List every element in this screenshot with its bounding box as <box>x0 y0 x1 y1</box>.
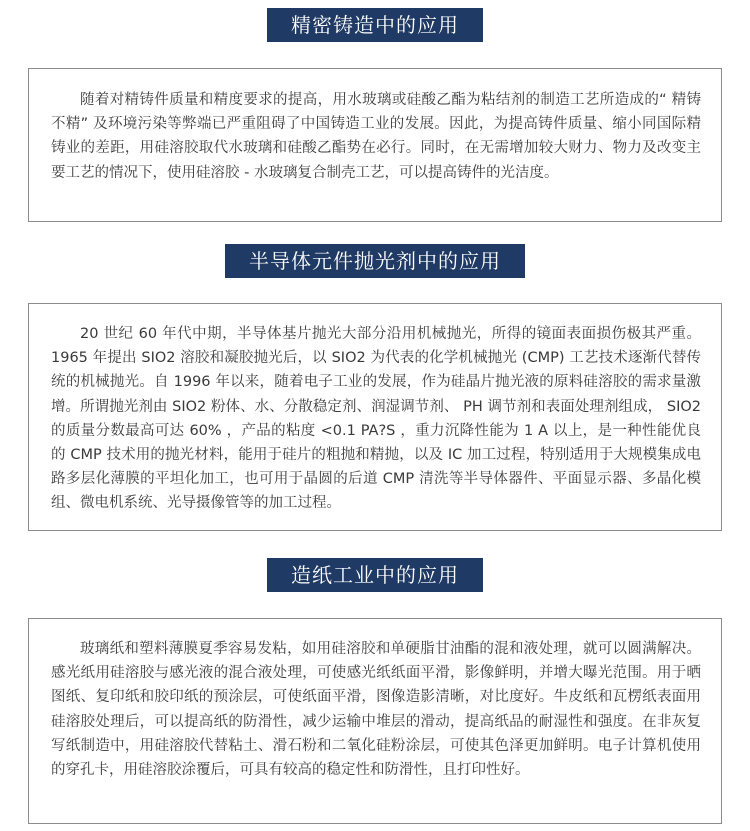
section-title-casting: 精密铸造中的应用 <box>267 8 483 42</box>
section-body-casting: 随着对精铸件质量和精度要求的提高，用水玻璃或硅酸乙酯为粘结剂的制造工艺所造成的“ 精铸不精” 及环境污染等弊端已严重阻碍了中国铸造工业的发展。因此，为提高铸件质量、缩小同国际精铸业的差距，用硅溶胶取代水玻璃和硅酸乙酯势在必行。同时，在无需增加较大财力、物力及改变主要工艺的情况下，使用硅溶胶 - 水玻璃复合制壳工艺，可以提高铸件的光洁度。 <box>51 92 701 181</box>
section-box-papermaking <box>28 618 722 824</box>
section-body-papermaking: 玻璃纸和塑料薄膜夏季容易发粘，如用硅溶胶和单硬脂甘油酯的混和液处理，就可以圆满解决。感光纸用硅溶胶与感光液的混合液处理，可使感光纸纸面平滑，影像鲜明，并增大曝光范围。用于晒图纸、复印纸和胶印纸的预涂层，可使纸面平滑，图像造影清晰，对比度好。牛皮纸和瓦楞纸表面用硅溶胶处理后，可以提高纸的防滑性，减少运输中堆层的滑动，提高纸品的耐湿性和强度。在非灰复写纸制造中，用硅溶胶代替粘土、滑石粉和二氧化硅粉涂层，可使其色泽更加鲜明。电子计算机使用的穿孔卡，用硅溶胶涂覆后，可具有较高的稳定性和防滑性，且打印性好。 <box>51 641 701 779</box>
section-box-semiconductor <box>28 303 722 531</box>
section-box-casting <box>28 68 722 222</box>
section-body-semiconductor: 20 世纪 60 年代中期，半导体基片抛光大部分沿用机械抛光，所得的镜面表面损伤极其严重。 1965 年提出 SIO2 溶胶和凝胶抛光后，以 SIO2 为代表的化学机械抛光 (CMP) 工艺技术逐渐代替传统的机械抛光。自 1996 年以来，随着电子工业的发展，作为硅晶片抛光液的原料硅溶胶的需求量激增。所谓抛光剂由 SIO2 粉体、水、分散稳定剂、润湿调节剂、 PH 调节剂和表面处理剂组成， SIO2 的质量分数最高可达 60% ，产品的粘度 <0.1 PA?S ，重力沉降性能为 1 A 以上，是一种性能优良的 CMP 技术用的抛光材料，能用于硅片的粗抛和精抛，以及 IC 加工过程，特别适用于大规模集成电路多层化薄膜的平坦化加工，也可用于晶圆的后道 CMP 清洗等半导体器件、平面显示器、多晶化模组、微电机系统、光导摄像管等的加工过程。 <box>51 326 701 512</box>
section-title-papermaking: 造纸工业中的应用 <box>267 558 483 592</box>
section-title-semiconductor: 半导体元件抛光剂中的应用 <box>225 244 525 278</box>
